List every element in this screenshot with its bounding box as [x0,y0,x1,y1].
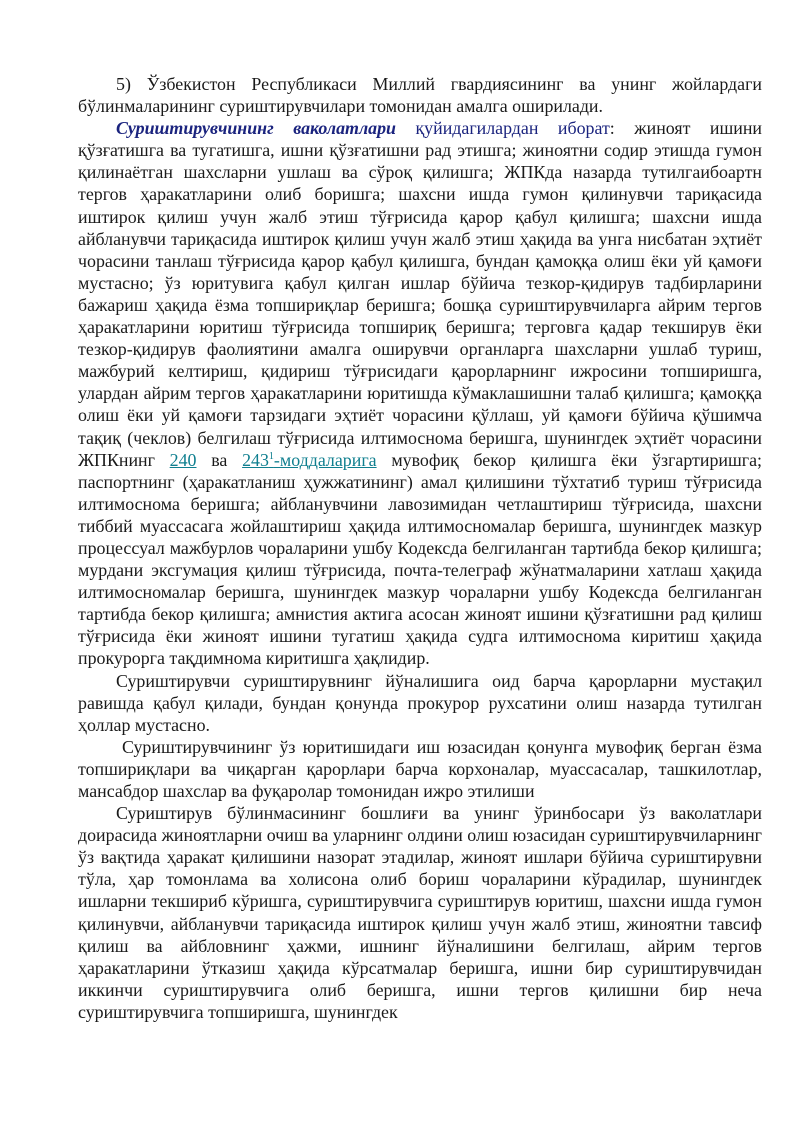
article-240-link[interactable]: 240 [169,449,197,470]
powers-text-b: ва [196,449,243,470]
article-243-number: 243 [242,449,269,470]
paragraph-investigator-powers [78,117,762,669]
term-heading-tail: қуйидагилардан иборат [395,118,610,139]
powers-text-c: мувофиқ бекор қилишга ёки ўзгартиришга; паспортнинг (ҳаракатланиш ҳужжатининг) амал қилишини тўхтатиб туриш тўғрисида илтимосномa беришга; айбланувчини лавозимидан четлаштириш тўғрисида, шахсни тиббий муассасага жойлаштириш ҳақида илтимосномалар беришга, шунингдек мазкур процессуал мажбурлов чораларини ушбу Кодексда белгиланган тартибда бекор қилишга; мурдани эксгумация қилиш тўғрисида, почта-телеграф жўнатмаларини хатлаш ҳақида илтимосномалар беришга, шунингдек мазкур чораларни ушбу Кодексда белгиланган тартибда бекор қилишга; амнистия актига асосан жиноят ишини қўзғатишни рад қилиш тўғрисида ёки жиноят ишини тугатиш ҳақида судга илтимоснома киритиш ҳақида прокурорга тақдимнома киритишга ҳақлидир. [78,449,762,669]
powers-text-a: : жиноят ишини қўзғатишга ва тугатишга, ишни қўзғатишни рад этишга; жиноятни содир этишда гумон қилинаётган шахсларни ушлаш ва сўроқ қилишга; ЖПКда назарда тутилгаибоартн тергов ҳаракатларини олиб боришга; шахсни ишда гумон қилинувчи тариқасида иштирок қилиш учун жалб этиш тўғрисида қарор қабул қилишга; шахсни ишда айбланувчи тариқасида иштирок қилиш учун жалб этиш ҳақида ва унга нисбатан эҳтиёт чорасини танлаш тўғрисида қарор қабул қилишга, бундан қамоққа олиш ёки уй қамоғи мустасно; ўз юритувига қабул қилган ишлар бўйича тезкор-қидирув тадбирларини бажариш ҳақида ёзма топшириқлар беришга; бошқа суриштирувчиларга айрим тергов ҳаракатларини юритиш тўғрисида топшириқ беришга; терговга қадар текширув ёки тезкор-қидирув фаолиятини амалга оширувчи органларга шахсларни ушлаб туриш, мажбурий келтириш, қидириш тўғрисидаги қарорларнинг ижросини топширишга, улардан айрим тергов ҳаракатларини юритишда кўмаклашишни талаб қилишга; қамоққа олиш ёки уй қамоғи тарзидаги эҳтиёт чорасини қўллаш, уй қамоғи бўйича қўшимча тақиқ (чеклов) белгилаш тўғрисида илтимосномa беришга, шунингдек эҳтиёт чорасини ЖПКнинг [78,118,763,470]
paragraph-unit-head-powers: Суриштирув бўлинмасининг бошлиғи ва унинг ўринбосари ўз ваколатлари доирасида жиноятларни очиш ва уларнинг олдини олиш юзасидан суриштирувчиларнинг ўз вақтида ҳаракат қилишини назорат этадилар, жиноят ишлари бўйича суриштирувни тўла, ҳар томонлама ва холисона олиб бориш чораларини кўрадилар, шунингдек ишларни текшириб кўришга, суриштирувчига суриштирув юритиш, шахсни ишда гумон қилинувчи, айбланувчи тариқасида иштирок қилиш учун жалб этиш, жиноятни тавсиф қилиш ва айбловнинг ҳажми, ишнинг йўналишини белгилаш, айрим тергов ҳаракатларини ўтказиш ҳақида кўрсатмалар беришга, ишни бир суриштирувчидан иккинчи суриштирувчига олиб беришга, ишни тергов қилишни бир неча суриштирувчига топширишга, шунингдек [78,803,762,1022]
document-page [78,73,762,1023]
article-243-superscript: 1 [268,450,274,462]
paragraph-binding-instructions: Суриштирувчининг ўз юритишидаги иш юзасидан қонунга мувофиқ берган ёзма топшириқлари ва чиқарган қарорлари барча корхоналар, муассасалар, ташкилотлар, мансабдор шахслар ва фуқаролар томонидан ижро этилиши [78,736,762,801]
article-243-1-link[interactable] [242,450,377,470]
paragraph-independent-decisions: Суриштирувчи суриштирувнинг йўналишига оид барча қарорларни мустақил равишда қабул қилади, бундан қонунда прокурор рухсатини олиш назарда тутилган ҳоллар мустасно. [78,670,762,735]
article-243-suffix: -моддаларига [273,449,377,470]
paragraph-item-5: 5) Ўзбекистон Республикаси Миллий гвардиясининг ва унинг жойлардаги бўлинмаларининг суриштирувчилари томонидан амалга оширилади. [78,74,762,117]
term-heading: Суриштирувчининг ваколатлари [116,118,396,139]
